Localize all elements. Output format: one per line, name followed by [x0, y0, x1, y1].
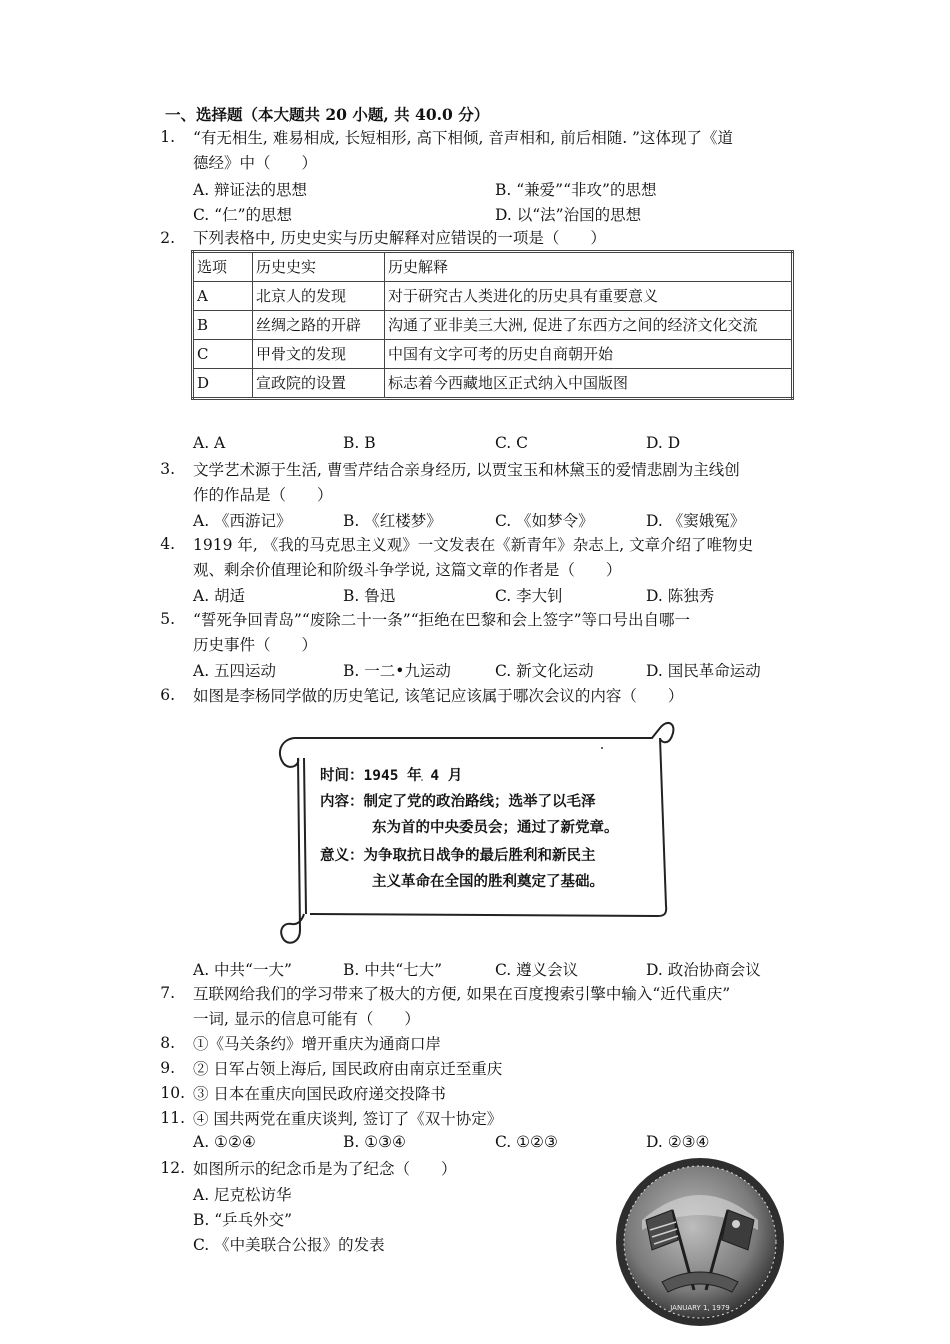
- question-text: 文学艺术源于生活, 曹雪芹结合亲身经历, 以贾宝玉和林黛玉的爱情悲剧为主线创: [193, 461, 740, 479]
- option-d: D. 政治协商会议: [646, 961, 761, 979]
- question-number: 4.: [160, 535, 175, 553]
- table-cell: A: [193, 282, 253, 311]
- option-d: D. 国民革命运动: [646, 662, 761, 680]
- option-a: A. 尼克松访华: [193, 1186, 292, 1204]
- table-cell: 丝绸之路的开辟: [253, 311, 385, 340]
- table-header: 历史解释: [385, 252, 793, 282]
- option-a: A. 中共“一大”: [193, 961, 292, 979]
- table-cell: 北京人的发现: [253, 282, 385, 311]
- table-row: [193, 311, 793, 340]
- option-b: B. “乒乓外交”: [193, 1211, 293, 1229]
- question-number: 3.: [160, 460, 175, 478]
- option-a: A. 辩证法的思想: [193, 181, 308, 199]
- note-content: 内容：制定了党的政治路线；选举了以毛泽: [320, 794, 596, 810]
- option-b: B. ①③④: [343, 1133, 406, 1151]
- table-cell: C: [193, 340, 253, 369]
- option-a: A. 胡适: [193, 587, 246, 605]
- option-d: D. ②③④: [646, 1133, 710, 1151]
- option-c: C. C: [495, 434, 529, 452]
- option-d: D. 《窦娥冤》: [646, 512, 746, 530]
- option-a: A. 五四运动: [193, 662, 277, 680]
- section-title: 一、选择题（本大题共 20 小题, 共 40.0 分）: [165, 105, 490, 124]
- question-number: 12.: [160, 1159, 185, 1177]
- question-text: 1919 年, 《我的马克思主义观》一文发表在《新青年》杂志上, 文章介绍了唯物史: [193, 536, 754, 554]
- question-text: 作的作品是（ ）: [193, 486, 333, 504]
- option-b: B. 一二•九运动: [343, 662, 451, 680]
- question-text: 如图是李杨同学做的历史笔记, 该笔记应该属于哪次会议的内容（ ）: [193, 687, 684, 705]
- question-number: 7.: [160, 984, 175, 1002]
- table-cell: D: [193, 369, 253, 399]
- option-c: C. “仁”的思想: [193, 206, 293, 224]
- table-cell: 沟通了亚非美三大洲, 促进了东西方之间的经济文化交流: [385, 311, 793, 340]
- history-table: [191, 250, 794, 400]
- note-significance-cont: 主义革命在全国的胜利奠定了基础。: [372, 874, 604, 890]
- table-cell: 中国有文字可考的历史自商朝开始: [385, 340, 793, 369]
- question-text: “誓死争回青岛”“废除二十一条”“拒绝在巴黎和会上签字”等口号出自哪一: [193, 611, 691, 629]
- question-text: “有无相生, 难易相成, 长短相形, 高下相倾, 音声相和, 前后相随. ”这体现了《道: [193, 129, 733, 147]
- question-number: 1.: [160, 128, 175, 146]
- option-c: C. 李大钊: [495, 587, 563, 605]
- question-text: 如图所示的纪念币是为了纪念（ ）: [193, 1160, 457, 1178]
- option-b: B. 中共“七大”: [343, 961, 443, 979]
- table-cell: B: [193, 311, 253, 340]
- coin-image: [612, 1150, 788, 1330]
- table-header: 历史史实: [253, 252, 385, 282]
- coin-date-text: JANUARY 1, 1979: [670, 1304, 730, 1312]
- option-c: C. 《中美联合公报》的发表: [193, 1236, 385, 1254]
- table-row: [193, 282, 793, 311]
- option-d: D. 陈独秀: [646, 587, 715, 605]
- question-text: 互联网给我们的学习带来了极大的方便, 如果在百度搜索引擎中输入“近代重庆”: [193, 985, 731, 1003]
- question-text: ② 日军占领上海后, 国民政府由南京迁至重庆: [193, 1060, 503, 1078]
- question-text: ④ 国共两党在重庆谈判, 签订了《双十协定》: [193, 1110, 503, 1128]
- table-header: 选项: [193, 252, 253, 282]
- option-c: C. ①②③: [495, 1133, 558, 1151]
- question-text: 历史事件（ ）: [193, 636, 318, 654]
- table-row: [193, 340, 793, 369]
- option-c: C. 遵义会议: [495, 961, 579, 979]
- note-significance: 意义：为争取抗日战争的最后胜利和新民主: [320, 848, 596, 864]
- question-text: 一词, 显示的信息可能有（ ）: [193, 1010, 420, 1028]
- question-text: 下列表格中, 历史史实与历史解释对应错误的一项是（ ）: [193, 229, 606, 247]
- option-b: B. “兼爱”“非攻”的思想: [495, 181, 657, 199]
- question-number: 6.: [160, 686, 175, 704]
- table-row: [193, 369, 793, 399]
- table-cell: 对于研究古人类进化的历史具有重要意义: [385, 282, 793, 311]
- option-b: B. 《红楼梦》: [343, 512, 442, 530]
- history-note-scroll: [272, 710, 680, 950]
- question-text: 观、剩余价值理论和阶级斗争学说, 这篇文章的作者是（ ）: [193, 561, 622, 579]
- question-number: 2.: [160, 229, 175, 247]
- table-header-row: [193, 252, 793, 282]
- question-number: 5.: [160, 610, 175, 628]
- option-d: D. 以“法”治国的思想: [495, 206, 642, 224]
- question-number: 9.: [160, 1059, 175, 1077]
- commemorative-coin: [612, 1150, 788, 1330]
- question-text: ①《马关条约》增开重庆为通商口岸: [193, 1035, 442, 1053]
- note-time: 时间：1945 年 4 月: [320, 768, 463, 784]
- option-a: A. A: [193, 434, 226, 452]
- option-d: D. D: [646, 434, 681, 452]
- option-a: A. ①②④: [193, 1133, 256, 1151]
- option-c: C. 新文化运动: [495, 662, 594, 680]
- option-c: C. 《如梦令》: [495, 512, 594, 530]
- table-cell: 标志着今西藏地区正式纳入中国版图: [385, 369, 793, 399]
- option-a: A. 《西游记》: [193, 512, 292, 530]
- table-cell: 宣政院的设置: [253, 369, 385, 399]
- question-number: 8.: [160, 1034, 175, 1052]
- question-number: 11.: [160, 1109, 185, 1127]
- note-content-cont: 东为首的中央委员会；通过了新党章。: [372, 820, 619, 836]
- question-text: ③ 日本在重庆向国民政府递交投降书: [193, 1085, 446, 1103]
- option-b: B. B: [343, 434, 376, 452]
- option-b: B. 鲁迅: [343, 587, 396, 605]
- question-number: 10.: [160, 1084, 185, 1102]
- question-text: 德经》中（ ）: [193, 154, 318, 172]
- table-cell: 甲骨文的发现: [253, 340, 385, 369]
